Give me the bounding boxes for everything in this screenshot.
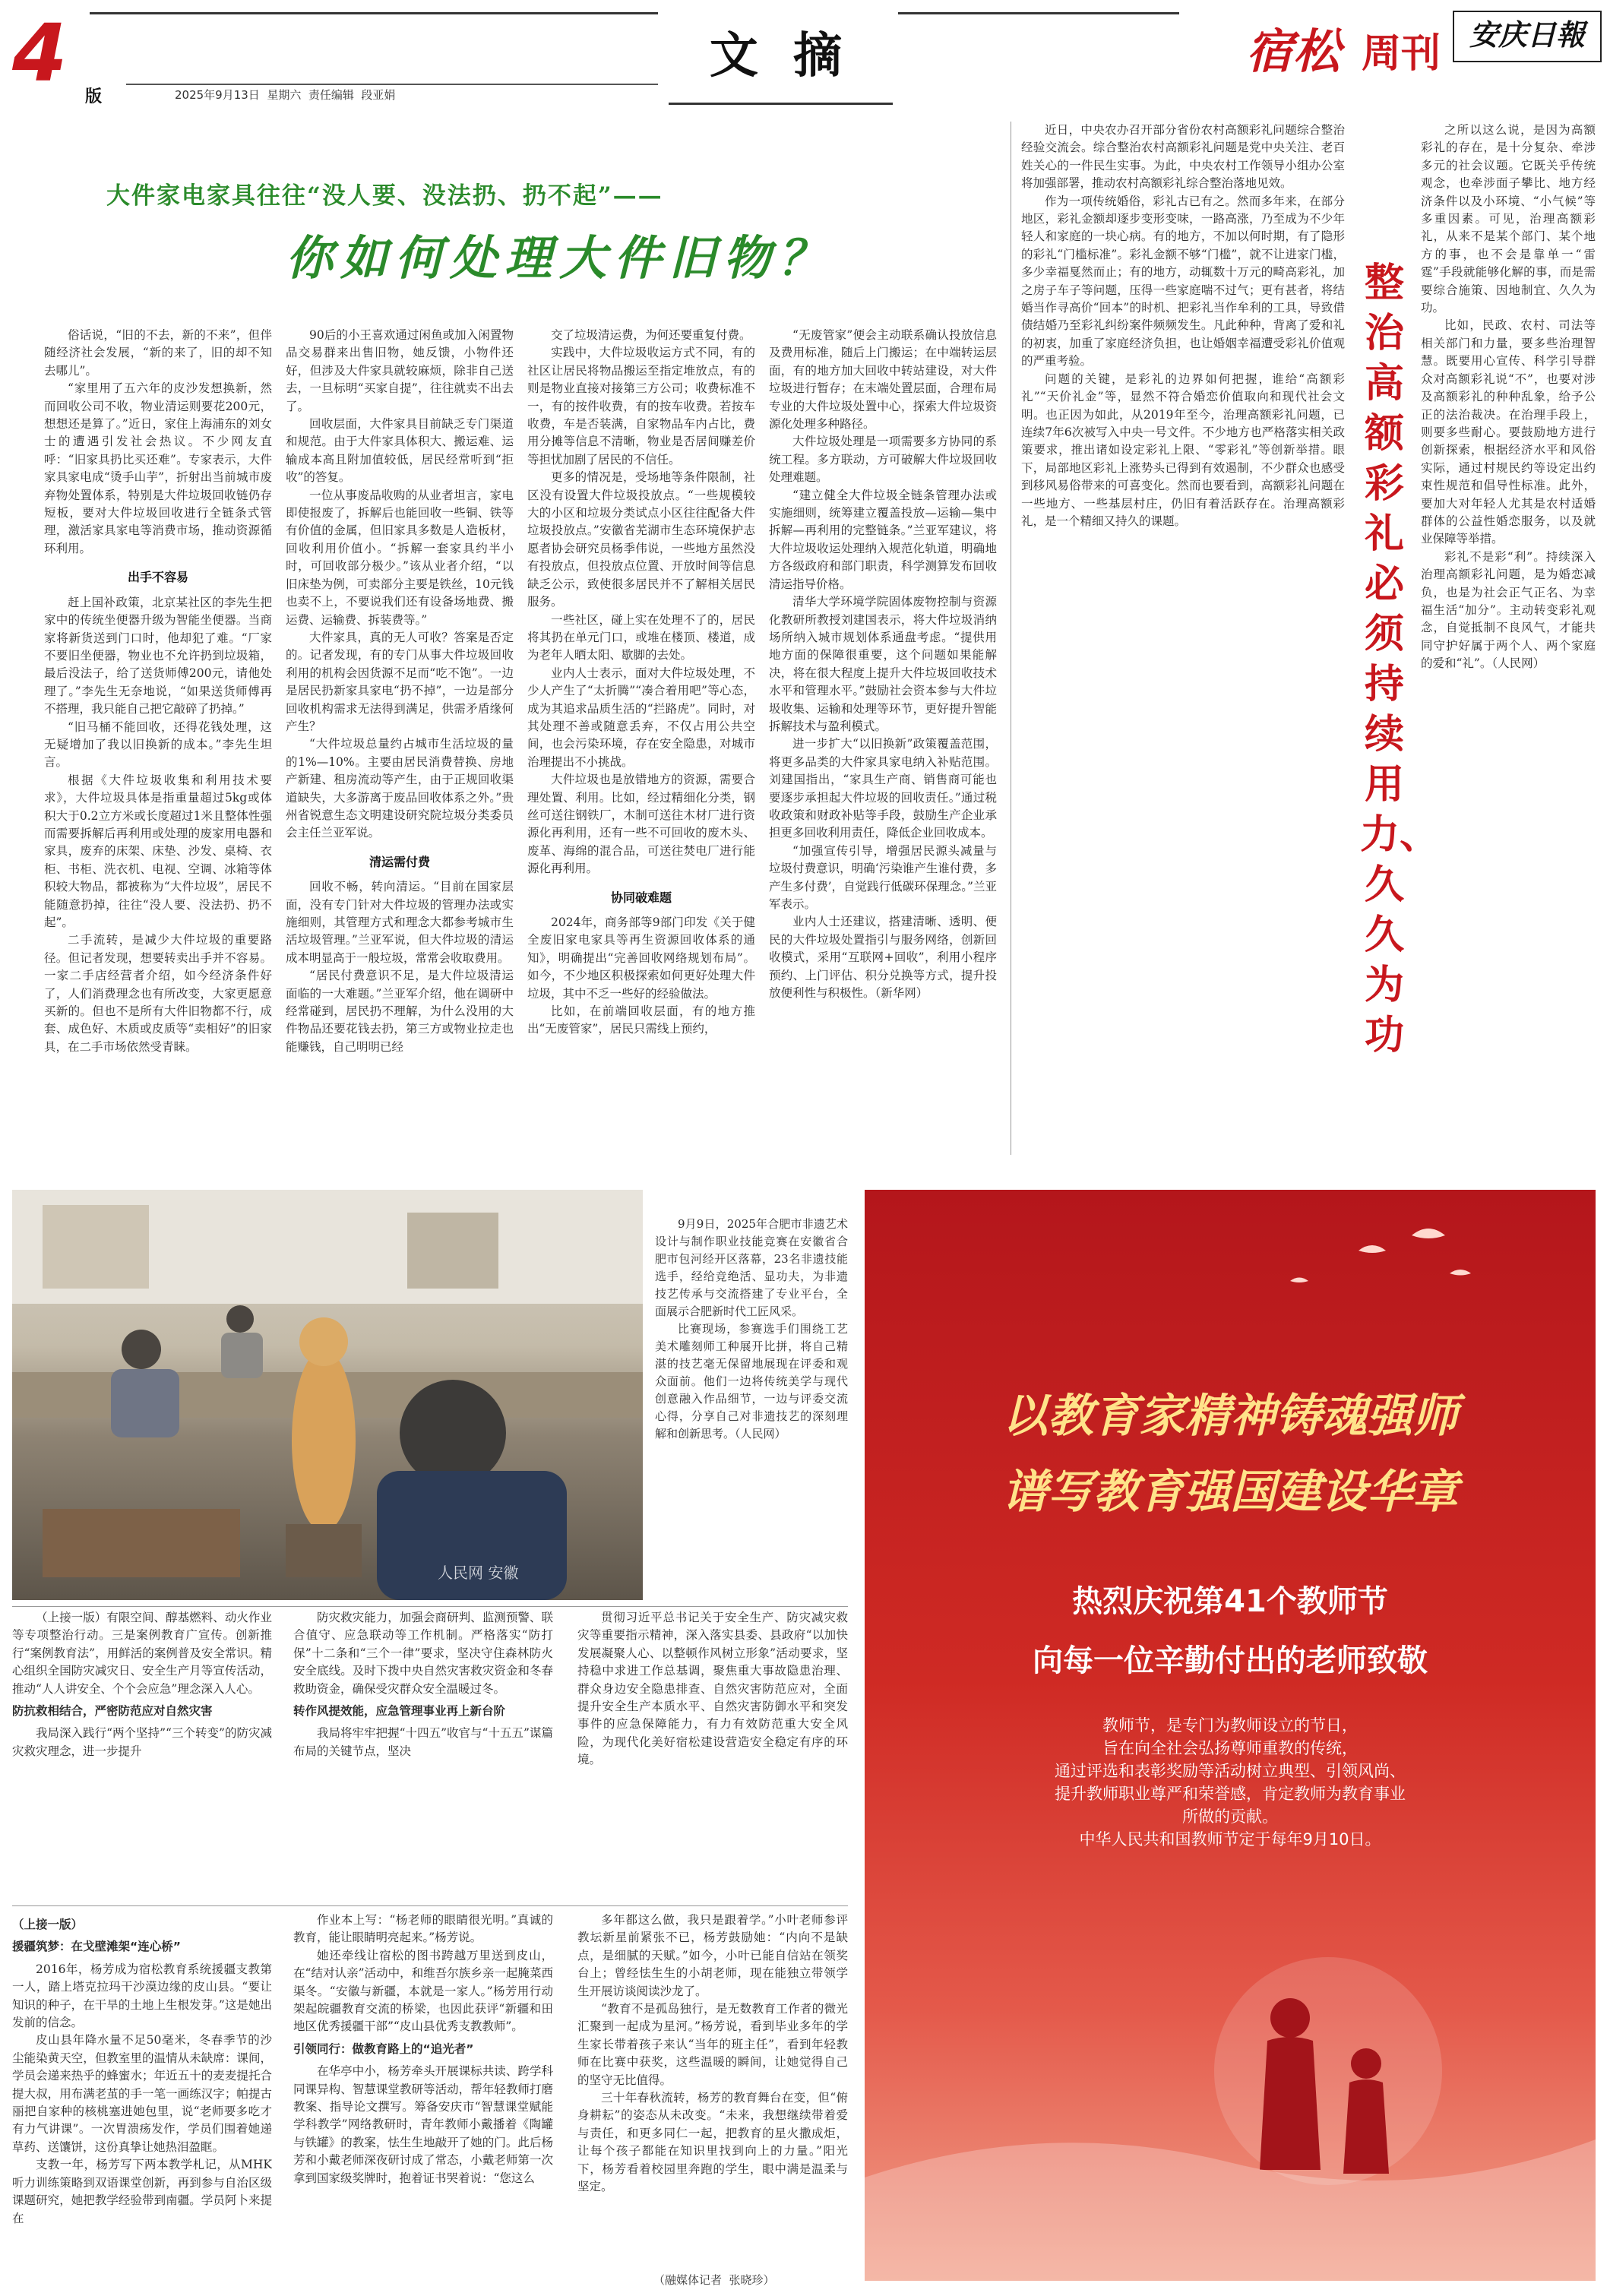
poster-line-2: 谱写教育强国建设华章 (1002, 1466, 1458, 1519)
craft-photo (12, 1190, 643, 1600)
lead-heading-2: 清运需付费 (368, 854, 430, 869)
lead-col-4: “无废管家”便会主动联系确认投放信息及费用标准，随后上门搬运；在中端转运层面，有的地方加大回收中转站建设，对大件垃圾进行暂存；在末端处置层面，合理布局专业的大件垃圾处置中心，探索大件垃圾资源化处理多种路径。 大件垃圾处理是一项需要多方协同的系统工程。多方联动，方可破解大件垃圾回收处理难题。 “建立健全大件垃圾全链条管理办法或实施细则，统筹建立覆盖投放—运输—集中拆解—再利用的完整链条。”兰亚军建议，将大件垃圾收运处理纳入规范化轨道，明确地方各级政府和部门职责，科学测算发布回收清运指导价格。 清华大学环境学院固体废物控制与资源化教研所教授刘建国表示，将大件垃圾消纳场所纳入城市规划体系通盘考虑。“提供用地方面的保障很重要，这个问题如果能解决，将在很大程度上提升大件垃圾回收技术水平和管理水平。”鼓励社会资本参与大件垃圾收集、运输和处理等环节，更好提升智能拆解技术与盈利模式。 进一步扩大“以旧换新”政策覆盖范围，将更多品类的大件家具家电纳入补贴范围。刘建国指出，“家具生产商、销售商可能也要逐步承担起大件垃圾的回收责任。”通过税收政策和财政补贴等手段，鼓励生产企业承担更多回收利用责任，降低企业回收成本。 “加强宣传引导，增强居民源头减量与垃圾付费意识，明确‘污染谁产生谁付费，多产生多付费’，自觉践行低碳环保理念。”兰亚军表示。 业内人士还建议，搭建清晰、透明、便民的大件垃圾处置指引与服务网络，创新回收模式，采用“互联网+回收”，利用小程序预约、上门评估、积分兑换等方式，提升投放便利性与积极性。（新华网） (769, 328, 997, 1001)
safety-heading-1: 防抗救相结合，严密防范应对自然灾害 (12, 1704, 213, 1719)
editorial-col-a: 近日，中央农办召开部分省份农村高额彩礼问题综合整治经验交流会。综合整治农村高额彩礼问题是党中央关注、老百姓关心的一件民生实事。为此，中央农村工作领导小组办公室将加强部署，推动农村高额彩礼综合整治落地见效。 作为一项传统婚俗，彩礼古已有之。然而多年来，在部分地区，彩礼金额却逐步变形变味，一路高涨，乃至成为不少年轻人和家庭的一块心病。有的地方，不加以何时期，有了隐形的彩礼“门槛标准”。彩礼金额不够“门槛”，就不让进家门槛，多少幸福戛然而止；有的地方，动辄数十万元的畸高彩礼，加之房子车子等问题，压得一些家庭喘不过气；更有甚者，将结婚当作寻高价“回本”的时机、把彩礼当作牟利的工具，导致借债结婚乃至彩礼纠纷案件频频发生。凡此种种，背离了爱和礼的初衷，加重了家庭经济负担，也让婚姻幸福遭受彩礼价值观的严重考验。 问题的关键，是彩礼的边界如何把握，谁给“高额彩礼”“天价礼金”等，显然不符合婚恋价值取向和现代社会文明。也正因为如此，从2019年至今，治理高额彩礼问题，已连续7年6次被写入中央一号文件。不少地方也严格落实相关政策要求，推出诸如设定彩礼上限、“零彩礼”等创新举措。眼下，局部地区彩礼上涨势头已得到有效遏制，不少群众也感受到移风易俗带来的可喜变化。然而也要看到，高额彩礼问题在一些地方、一些基层村庄，仍旧有着活跃存在。治理高额彩礼，是一个精细又持久的课题。 (1021, 123, 1345, 528)
lead-col-2: 90后的小王喜欢通过闲鱼或加入闲置物品交易群来出售旧物，她反馈，小物件还好，但涉及大件家具就较麻烦，除非自己送去，一旦标明“买家自提”，往往就卖不出去了。 回收层面，大件家具目前缺乏专门渠道和规范。由于大件家具体积大、搬运难、运输成本高且附加值较低，居民经常听到“拒收”的答复。 一位从事废品收购的从业者坦言，家电即使报废了，拆解后也能回收一些铜、铁等有价值的金属，但旧家具多数是人造板材，回收利用价值小。“拆解一套家具约半小时，可回收部分极少。”该从业者介绍，“以旧床垫为例，可卖部分主要是铁丝，10元钱也卖不上，不要说我们还有设备场地费、搬运费、运输费、拆装费等。” 大件家具，真的无人可收？答案是否定的。记者发现，有的专门从事大件垃圾回收利用的机构会因货源不足而“吃不饱”。一边是居民扔新家具家电“扔不掉”，一边是部分回收机构需求无法得到满足，供需矛盾缘何产生？ “大件垃圾总量约占城市生活垃圾的量的1%—10%。主要由居民消费替换、房地产新建、租房流动等产生，由于正规回收渠道缺失，大多游离于废品回收体系之外。”贵州省锐意生态文明建设研究院垃圾分类委员会主任兰亚军说。 清运需付费 回收不畅，转向清运。“目前在国家层面，没有专门针对大件垃圾的管理办法或实施细则，其管理方式和理念大都参考城市生活垃圾管理。”兰亚军说，但大件垃圾的清运成本明显高于一般垃圾，常常会收取费用。 “居民付费意识不足，是大件垃圾清运面临的一大难题。”兰亚军介绍，他在调研中经常碰到，居民扔不理解，为什么没用的大件物品还要花钱去扔，第三方或物业拉走也能赚钱，自己明明已经 (286, 328, 514, 1054)
poster-line-3: 热烈庆祝第41个教师节 (1072, 1584, 1388, 1619)
photo-watermark: 人民网 安徽 (438, 1564, 519, 1582)
safety-col-2: 防灾救灾能力，加强会商研判、监测预警、联合值守、应急联动等工作机制。严格落实“防打保”十二条和“三个一律”要求，坚决守住森林防火安全底线。及时下拨中央自然灾害救灾资金和冬春救助资金，确保受灾群众安全温暖过冬。 转作风提效能，应急管理事业再上新台阶 我局将牢牢把握“十四五”收官与“十五五”谋篇布局的关键节点，坚决 (293, 1611, 553, 1758)
poster-line-1: 以教育家精神铸魂强师 (1002, 1390, 1458, 1443)
editorial-col-b: 之所以这么说，是因为高额彩礼的存在，是十分复杂、牵涉多元的社会议题。它既关乎传统观念，也牵涉面子攀比、地方经济条件以及小环境、“小气候”等多重因素。可见，治理高额彩礼，从来不是某个部门、某个地方的事，也不会是靠单一“雷霆”手段就能够化解的事，而是需要综合施策、因地制宜、久久为功。 比如，民政、农村、司法等相关部门和力量，要多些治理智慧。既要用心宣传、科学引导群众对高额彩礼说“不”，也要对涉及高额彩礼的种种乱象，给予公正的法治裁决。在治理手段上，则要多些耐心。要鼓励地方进行创新探索，根据经济水平和风俗实际，通过村规民约等设定出约束性规范和倡导性标准。此外，要加大对年轻人尤其是农村适婚群体的公益性婚恋服务，以及就业保障等举措。 彩礼不是彩“利”。持续深入治理高额彩礼问题，是为婚恋减负，也是为社会正气正名、为幸福生活“加分”。主动转变彩礼观念，自觉抵制不良风气，才能共同守护好属于两个人、两个家庭的爱和“礼”。（人民网） (1421, 123, 1596, 671)
lead-heading-1: 出手不容易 (127, 570, 188, 585)
safety-col-1: （上接一版）有限空间、醇基燃料、动火作业等专项整治行动。三是案例教育广宣传。创新推行“案例教育法”，用鲜活的案例普及安全常识。精心组织全国防灾减灾日、安全生产月等宣传活动，推动“人人讲安全、个个会应急”理念深入人心。 防抗救相结合，严密防范应对自然灾害 我局深入践行“两个坚持”“三个转变”的防灾减灾救灾理念，进一步提升 (12, 1611, 272, 1758)
editorial-title: 整治高额彩礼必须持续用力、久久为功 (1360, 260, 1440, 1058)
section-title: 文 摘 (709, 27, 852, 84)
teacher-byline: （融媒体记者 张晓珍） (653, 2273, 775, 2287)
teachers-day-poster (865, 1190, 1596, 2281)
weekly-suffix: 周刊 (1362, 30, 1441, 77)
teacher-heading-2: 引领同行：做教育路上的“追光者” (293, 2041, 474, 2056)
lead-heading-3: 协同破难题 (610, 890, 672, 905)
safety-col-3: 贯彻习近平总书记关于安全生产、防灾减灾救灾等重要指示精神，深入落实县委、县政府“以加快发展凝聚人心、以整顿作风树立形象”活动要求，坚持稳中求进工作总基调，聚焦重大事故隐患治理、群众身边安全隐患排查、自然灾害防范应对，全面提升安全生产本质水平、自然灾害防御水平和突发事件的应急保障能力，有力有效防范重大安全风险，为现代化美好宿松建设营造安全稳定有序的环境。 (577, 1611, 848, 1767)
safety-heading-2: 转作风提效能，应急管理事业再上新台阶 (293, 1704, 506, 1719)
masthead (0, 0, 1610, 114)
lead-title: 你如何处理大件旧物？ (286, 230, 833, 286)
page-number-suffix: 版 (85, 87, 103, 106)
newspaper-logo: 安庆日報 (1453, 11, 1602, 62)
teacher-heading: 援疆筑梦：在戈壁滩架“连心桥” (12, 1940, 181, 1954)
teacher-col-1: （上接一版） 援疆筑梦：在戈壁滩架“连心桥” 2016年，杨芳成为宿松教育系统援疆支教第一人，踏上塔克拉玛干沙漠边缘的皮山县。“要让知识的种子，在干旱的土地上生根发芽。”这是她出发前的信念。 皮山县年降水量不足50毫米，冬春季节的沙尘能染黄天空，但教室里的温情从未缺席：课间，学员会递来热乎的蜂蜜水；年近五十的麦麦提托合提大叔，用布满老茧的手一笔一画练汉字；帕提古丽把自家种的核桃塞进她包里，说“老师要多吃才有力气讲课”。一次胃溃疡发作，学员们围着她递草药、送馕饼，这份真挚让她热泪盈眶。 支教一年，杨芳写下两本教学札记，从MHK听力训练策略到双语课堂创新，再到参与自治区级课题研究，她把教学经验带到南疆。学员阿卜来提在 (12, 1918, 272, 2225)
photo-scene (12, 1190, 643, 1600)
lead-subtitle: 大件家电家具往往“没人要、没法扔、扔不起”—— (106, 182, 663, 210)
photo-caption: 9月9日，2025年合肥市非遗艺术设计与制作职业技能竞赛在安徽省合肥市包河经开区落幕，23名非遗技能选手，经给竞绝活、显功夫，为非遗技艺传承与交流搭建了专业平台，全面展示合肥新时代工匠风采。 比赛现场，参赛选手们围绕工艺美术雕刻师工种展开比拼，将自己精湛的技艺毫无保留地展现在评委和观众面前。他们一边将传统美学与现代创意融入作品细节，一边与评委交流心得，分享自己对非遗技艺的深刻理解和创新思考。（人民网） (655, 1217, 848, 1441)
poster-body: 教师节，是专门为教师设立的节日， 旨在向全社会弘扬尊师重教的传统， 通过评选和表彰奖励等活动树立典型、引领风尚、 提升教师职业尊严和荣誉感，肯定教师为教育事业 所做的贡献。 中华人民共和国教师节定于每年9月10日。 (1055, 1716, 1406, 1849)
teacher-col-2: 作业本上写：“杨老师的眼睛很光明。”真诚的教育，能让眼睛明亮起来。”杨芳说。 她还牵线让宿松的图书跨越万里送到皮山，在“结对认亲”活动中，和维吾尔族乡亲一起腌菜西渠冬。“安徽与新疆，本就是一家人。”杨芳用行动架起皖疆教育交流的桥梁，也因此获评“新疆和田地区优秀援疆干部”“皮山县优秀支教教师”。 引领同行：做教育路上的“追光者” 在华亭中小，杨芳牵头开展课标共读、跨学科同课异构、智慧课堂教研等活动，帮年轻教师打磨教案、指导论文撰写。筹备安庆市“智慧课堂赋能学科教学”网络教研时，青年教师小戴播着《陶罐与铁罐》的教案，怯生生地敲开了她的门。此后杨芳和小戴老师深夜研讨成了常态，小戴老师第一次拿到国家级奖牌时，抱着证书哭着说：“您这么 (293, 1913, 553, 2185)
teacher-tag: （上接一版） (12, 1918, 84, 1931)
page-number: 4 (12, 7, 68, 100)
teacher-col-3: 多年都这么做，我只是跟着学。”小叶老师参评教坛新星前紧张不已，杨芳鼓励她：“内向不是缺点，是细腻的天赋。”如今，小叶已能自信站在领奖台上；曾经怯生生的小胡老师，现在能独立带领学生开展访谈阅读沙龙了。 “教育不是孤岛独行，是无数教育工作者的微光汇聚到一起成为星河。”杨芳说，看到毕业多年的学生家长带着孩子来认“当年的班主任”，看到年轻教师在比赛中获奖，这些温暖的瞬间，让她觉得自己的坚守无比值得。 三十年春秋流转，杨芳的教育舞台在变，但“俯身耕耘”的姿态从未改变。“未来，我想继续带着爱与责任，和更多同仁一起，把教育的星火撒成炬，让每个孩子都能在知识里找到向上的力量。”阳光下，杨芳看着校园里奔跑的学生，眼中满是温柔与坚定。 (577, 1913, 848, 2194)
weekly-brand: 宿松 (1246, 24, 1341, 79)
date-line: 2025年9月13日 星期六 责任编辑 段亚娟 (175, 88, 396, 102)
lead-col-3: 交了垃圾清运费，为何还要重复付费。 实践中，大件垃圾收运方式不同，有的社区让居民将物品搬运至指定堆放点，有的则是物业直接对接第三方公司；收费标准不一，有的按件收费，有的按车收费。若按车收费，车是否装满，自家物品车内占比，费用分摊等信息不清晰，物业是否居间赚差价等担忧加剧了居民的不信任。 更多的情况是，受场地等条件限制，社区没有设置大件垃圾投放点。“一些规模较大的小区和垃圾分类试点小区往往配备大件垃圾投放点。”安徽省芜湖市生态环境保护志愿者协会研究员杨季伟说，一些地方虽然没有投放点，但投放点位置、开放时间等信息缺乏公示，致使很多居民并不了解相关居民服务。 一些社区，碰上实在处理不了的，居民将其扔在单元门口，或堆在楼顶、楼道，成为老年人晒太阳、歇脚的去处。 业内人士表示，面对大件垃圾处理，不少人产生了“太折腾”“凑合着用吧”等心态，成为其追求品质生活的“拦路虎”。同时，对其处理不善或随意丢弃，不仅占用公共空间，也会污染环境，存在安全隐患，对城市治理提出不小挑战。 大件垃圾也是放错地方的资源，需要合理处置、利用。比如，经过精细化分类，钢丝可送往钢铁厂，木制可送往木材厂进行资源化再利用，还有一些不可回收的废木头、废革、海绵的混合品，可送往焚电厂进行能源化再利用。 协同破难题 2024年，商务部等9部门印发《关于健全废旧家电家具等再生资源回收体系的通知》，明确提出“完善回收网络规划布局”。如今，不少地区积极探索如何更好处理大件垃圾，其中不乏一些好的经验做法。 比如，在前端回收层面，有的地方推出“无废管家”，居民只需线上预约， (527, 328, 755, 1036)
lead-col-1: 俗话说，“旧的不去，新的不来”，但伴随经济社会发展，“新的来了，旧的却不知去哪儿”。 “家里用了五六年的皮沙发想换新，然而回收公司不收，物业清运则要花200元，想想还是算了。”近日，家住上海浦东的刘女士的遭遇引发社会热议。不少网友直呼：“旧家具扔比买还难”。专家表示，大件家具家电成“烫手山芋”，折射出当前城市废弃物处置体系，特别是大件垃圾回收链仍存短板，要对大件垃圾回收进行全链条式管理，激活家具家电等消费市场，推动资源循环利用。 出手不容易 赶上国补政策，北京某社区的李先生把家中的传统坐便器升级为智能坐便器。当商家将新货送到门口时，他却犯了难。“厂家不要旧坐便器，物业也不允许扔到垃圾箱，最后没法子，给了送货师傅200元，请他处理了。”李先生无奈地说，“如果送货师傅再不搭理，我只能自己把它敲碎了扔掉。” “旧马桶不能回收，还得花钱处理，这无疑增加了我以旧换新的成本。”李先生坦言。 根据《大件垃圾收集和利用技术要求》，大件垃圾具体是指重量超过5kg或体积大于0.2立方米或长度超过1米且整体性强而需要拆解后再利用或处理的废家用电器和家具，废弃的床架、床垫、沙发、桌椅、衣柜、书柜、洗衣机、电视、空调、冰箱等体积较大物品，都被称为“大件垃圾”，居民不能随意扔掉，往往“没人要、没法扔、扔不起”。 二手流转，是减少大件垃圾的重要路径。但记者发现，想要转卖出手并不容易。一家二手店经营者介绍，如今经济条件好了，人们消费理念也有所改变，大家更愿意买新的。但也不是所有大件旧物都不行，成套、成色好、木质或皮质等“卖相好”的旧家具，在二手市场依然受青睐。 (44, 328, 272, 1054)
poster-line-4: 向每一位辛勤付出的老师致敬 (1033, 1643, 1428, 1678)
